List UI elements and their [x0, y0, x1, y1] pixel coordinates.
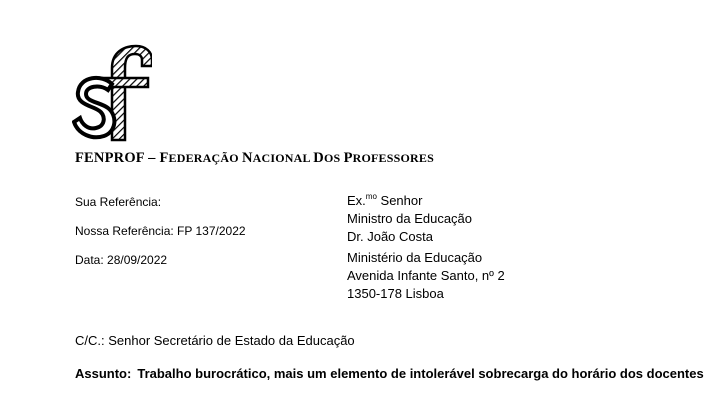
subject-line	[75, 366, 704, 381]
recipient-address	[347, 249, 505, 303]
org-abbreviation: FENPROF	[75, 150, 145, 166]
org-word: NACIONAL	[241, 150, 314, 166]
organization-name	[75, 150, 434, 167]
org-word: PROFESSORES	[343, 150, 434, 166]
carbon-copy: C/C.: Senhor Secretário de Estado da Educação	[75, 333, 355, 348]
recipient-name: Dr. João Costa	[347, 229, 433, 244]
subject-label: Assunto:	[75, 366, 132, 381]
recipient-block	[347, 192, 472, 246]
org-word: DOS	[313, 150, 344, 166]
recipient-institution: Ministério da Educação	[347, 250, 483, 265]
nossa-referencia: Nossa Referência: FP 137/2022	[75, 224, 246, 238]
org-word: FEDERAÇÃO	[159, 150, 242, 166]
subject-text: Trabalho burocrático, mais um elemento de intolerável sobrecarga do horário dos docentes	[137, 366, 704, 381]
recipient-salutation: Ex.$^{mo}$ Senhor	[347, 192, 423, 208]
recipient-postal: 1350-178 Lisboa	[347, 286, 444, 301]
sua-referencia: Sua Referência:	[75, 195, 162, 209]
fenprof-logo	[72, 44, 152, 144]
org-separator: –	[144, 150, 160, 166]
recipient-role: Ministro da Educação	[347, 211, 473, 226]
recipient-street: Avenida Infante Santo, nº 2	[347, 268, 505, 283]
letter-date: Data: 28/09/2022	[75, 253, 168, 267]
